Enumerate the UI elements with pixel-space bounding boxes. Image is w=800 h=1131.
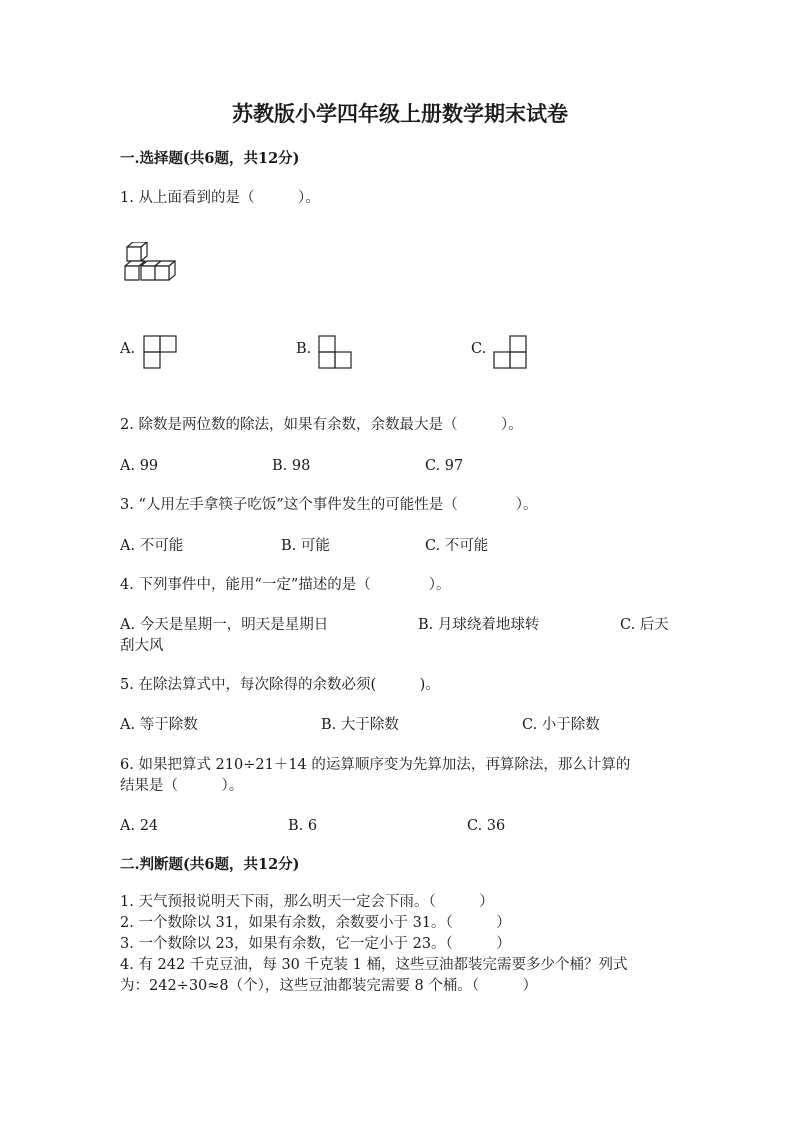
judgement-item-3: 3. 一个数除以 23，如果有余数，它一定小于 23。（ ） [120,936,511,952]
question-2-option-c: C. 97 [425,458,464,474]
section-2-heading: 二.判断题(共6题，共12分) [120,856,300,873]
question-5-option-a: A. 等于除数 [120,717,198,733]
question-3-option-c: C. 不可能 [425,538,489,554]
section-1-heading: 一.选择题(共6题，共12分) [120,150,300,167]
question-5-option-c: C. 小于除数 [522,717,600,733]
question-1-stem: 1. 从上面看到的是（ ）。 [120,190,320,206]
question-1-option-c-label: C. [471,341,487,357]
question-3-stem: 3. “人用左手拿筷子吃饭”这个事件发生的可能性是（ ）。 [120,497,538,513]
question-4-option-c: C. 后天 [620,617,669,633]
question-4-option-a: A. 今天是星期一，明天是星期日 [120,617,329,633]
judgement-item-2: 2. 一个数除以 31，如果有余数，余数要小于 31。（ ） [120,915,511,931]
question-4-option-c-continued: 刮大风 [120,638,164,654]
question-6-stem-line-2: 结果是（ ）。 [120,778,244,794]
question-2-option-a: A. 99 [120,458,159,474]
question-4-stem: 4. 下列事件中，能用“一定”描述的是（ ）。 [120,577,451,593]
question-1-option-b-figure [318,335,354,371]
question-6-option-a: A. 24 [120,818,159,834]
page-title: 苏教版小学四年级上册数学期末试卷 [232,101,568,126]
question-3-option-b: B. 可能 [281,538,330,554]
question-1-cube-figure [121,242,181,290]
question-6-stem-line-1: 6. 如果把算式 210÷21＋14 的运算顺序变为先算加法，再算除法，那么计算的 [120,757,631,773]
question-6-option-b: B. 6 [288,818,318,834]
judgement-item-1: 1. 天气预报说明天下雨，那么明天一定会下雨。（ ） [120,894,494,910]
question-5-option-b: B. 大于除数 [321,717,399,733]
question-3-option-a: A. 不可能 [120,538,184,554]
question-1-option-a-figure [143,335,179,371]
question-5-stem: 5. 在除法算式中，每次除得的余数必须( )。 [120,677,440,693]
question-1-option-a-label: A. [120,341,136,357]
judgement-item-4-line-1: 4. 有 242 千克豆油，每 30 千克装 1 桶，这些豆油都装完需要多少个桶？列式 [120,957,628,973]
question-2-stem: 2. 除数是两位数的除法，如果有余数，余数最大是（ ）。 [120,417,523,433]
question-6-option-c: C. 36 [467,818,506,834]
question-1-option-c-figure [493,335,529,371]
question-2-option-b: B. 98 [272,458,311,474]
question-1-option-b-label: B. [296,341,312,357]
judgement-item-4-line-2: 为：242÷30≈8（个），这些豆油都装完需要 8 个桶。（ ） [120,978,538,994]
question-4-option-b: B. 月球绕着地球转 [418,617,540,633]
